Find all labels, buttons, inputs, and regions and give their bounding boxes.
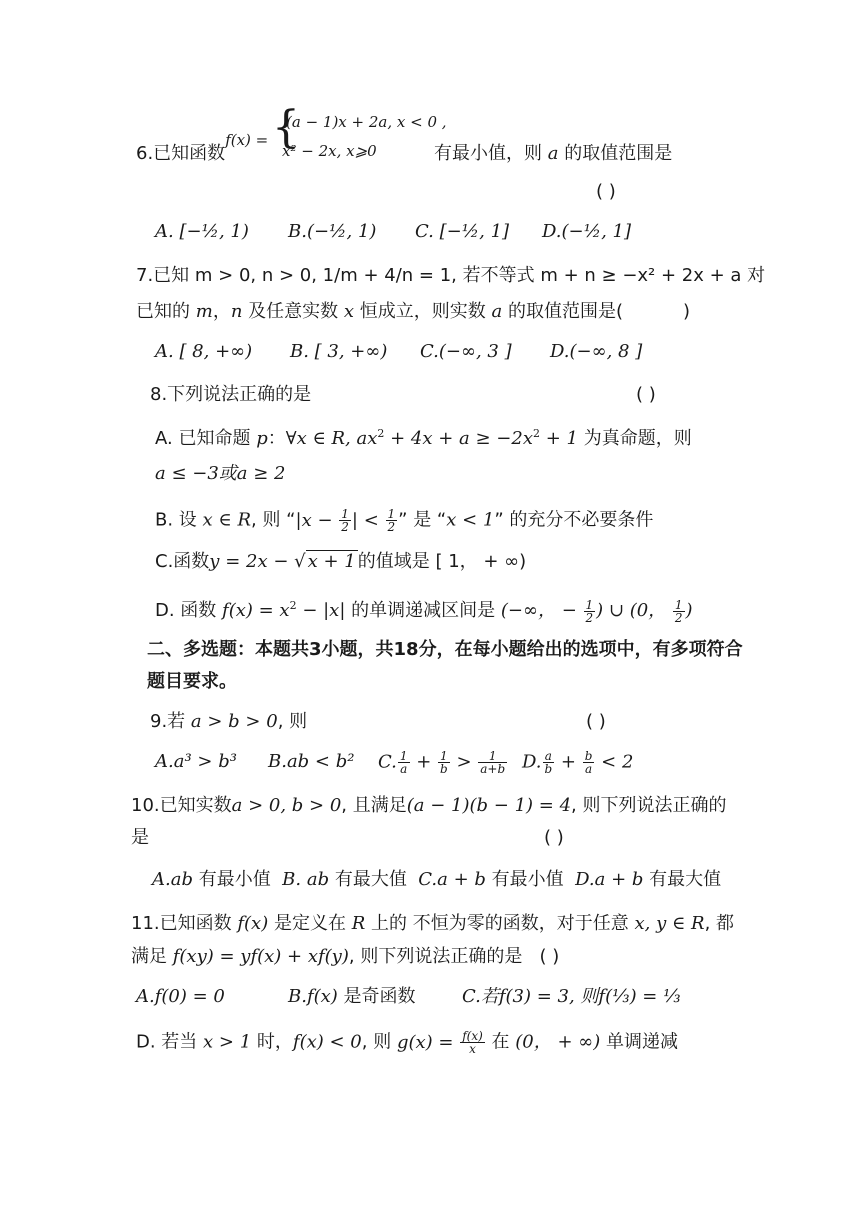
q10-option-a: 有最小值	[198, 869, 271, 890]
q11-mid2: 上的 不恒为零的函数，对于任意	[371, 913, 629, 934]
q9-stem-tail: , 则	[277, 711, 308, 732]
q6-func: f(x) =	[225, 131, 269, 149]
q11-option-d: D. 若当 x > 1 时，f(x) < 0, 则 g(x) = $\frac{f(x)}{x}$ 在 (0， + ∞) 单调递减	[136, 1029, 679, 1056]
q6-stem	[136, 131, 269, 166]
q8-c-tail: 的值域是 [ 1， + ∞)	[357, 551, 527, 572]
q9-paren: ( )	[586, 711, 606, 732]
q10-option-d: 有最大值	[649, 869, 722, 890]
q11-stem-cont: 满足 f(xy) = yf(x) + xf(y), 则下列说法正确的是 ( )	[131, 946, 560, 967]
q9-stem-pre: 9.若	[150, 711, 186, 732]
q10-paren: ( )	[544, 827, 564, 848]
q6-piece2: x² − 2x, x⩾0	[282, 142, 377, 160]
q7-l2-a: 已知的	[136, 301, 190, 322]
q8-b-mid2: ” 是 “	[398, 509, 447, 531]
q8-d-pre: D. 函数	[155, 600, 217, 621]
q6-piece1: (a − 1)x + 2a, x < 0 ,	[286, 113, 447, 131]
q9-d-label: D.	[522, 751, 542, 773]
q11-d-pre: D. 若当	[136, 1031, 198, 1053]
q11-d-tail: 单调递减	[606, 1031, 679, 1053]
q9-option-b: B.ab < b²	[268, 751, 355, 772]
q7-l2-c: 恒成立，则实数	[359, 301, 486, 322]
q10-option-b: 有最大值	[334, 869, 407, 890]
q8-option-d: D. 函数 $f(x) = x^2 - |x|$ 的单调递减区间是 (−∞， − $\frac{1}{2}$ ) ∪ (0， $\frac{1}{2}$ )	[155, 597, 693, 625]
q8-d-mid: 的单调递减区间是	[351, 600, 496, 621]
q11-l2-pre: 满足	[131, 946, 167, 967]
q6-brace: {	[272, 102, 300, 153]
q11-mid1: 是定义在	[273, 913, 346, 934]
q8-b-pre: B. 设	[155, 509, 197, 531]
q6-option-a: A. [−½, 1)	[155, 221, 249, 242]
q10-pre: 10.已知实数	[131, 795, 232, 816]
q7-option-b: B. [ 3, +∞)	[290, 341, 388, 362]
q10-option-c: 有最小值	[491, 869, 564, 890]
q6-option-d: D.(−½, 1]	[542, 221, 631, 242]
q10-stem: 10.已知实数a > 0, b > 0, 且满足(a − 1)(b − 1) = 4, 则下列说法正确的	[131, 795, 727, 816]
q7-line1: 7.已知 m > 0, n > 0, 1/m + 4/n = 1, 若不等式 m + n ≥ −x² + 2x + a 对	[136, 265, 766, 286]
q8-b-mid: , 则 “	[251, 509, 296, 531]
q8-stem: 8.下列说法正确的是	[150, 384, 312, 405]
q8-c-pre: C.函数	[155, 551, 210, 572]
q8-a-pre: A. 已知命题	[155, 428, 251, 449]
q11-option-c: C.若f(3) = 3, 则f(⅓) = ⅓	[462, 986, 681, 1007]
q8-option-a: A. 已知命题 p：∀x ∈ R, $ax^2 + 4x + a \ge -2x^2 + 1$ 为真命题，则	[155, 427, 692, 449]
q10-options: A.ab 有最小值 B. ab 有最大值 C.a + b 有最小值 D.a + b 有最大值	[152, 869, 722, 890]
q6-tail-text: 有最小值，则	[434, 143, 542, 164]
q11-tail: , 都	[704, 913, 735, 934]
q8-option-a-cont: a ≤ −3或a ≥ 2	[155, 463, 286, 484]
q7-line2: 已知的 m，n 及任意实数 x 恒成立，则实数 a 的取值范围是( )	[136, 301, 691, 322]
q7-option-c: C.(−∞, 3 ]	[420, 341, 512, 362]
q10-tail: , 则下列说法正确的	[571, 795, 727, 816]
q9-c-label: C.	[378, 751, 397, 773]
q8-option-b: B. 设 x ∈ R, 则 “|x − $\frac{1}{2}$ | < $\frac{1}{2}$ ” 是 “x < 1” 的充分不必要条件	[155, 507, 654, 534]
q11-l2-tail: , 则下列说法正确的是	[348, 946, 523, 967]
q10-stem-cont: 是	[131, 827, 149, 848]
q7-l2-e: )	[683, 301, 691, 322]
q7-l2-b: 及任意实数	[248, 301, 339, 322]
q11-pre: 11.已知函数	[131, 913, 232, 934]
q6-paren: ( )	[596, 181, 616, 202]
section2-heading-cont: 题目要求。	[147, 671, 237, 692]
q7-option-d: D.(−∞, 8 ]	[550, 341, 643, 362]
q9-option-c: C. $\frac{1}{a}$ + $\frac{1}{b}$ > $\frac{1}{a+b}$	[378, 749, 506, 776]
q11-d-mid: 时，	[256, 1031, 293, 1053]
q9-option-d: D. $\frac{a}{b}$ + $\frac{b}{a}$ < 2	[522, 749, 634, 776]
q6-option-b: B.(−½, 1)	[288, 221, 377, 242]
q11-option-a: A.f(0) = 0	[136, 986, 225, 1007]
q6-tail-var: a	[547, 143, 559, 164]
q11-d-mid2: , 则	[361, 1031, 392, 1053]
q9-stem: 9.若 a > b > 0, 则	[150, 711, 308, 732]
q6-tail	[434, 142, 672, 166]
q9-option-a: A.a³ > b³	[155, 751, 237, 772]
q11-option-b	[288, 985, 416, 1009]
q10-mid: , 且满足	[341, 795, 407, 816]
q11-paren: ( )	[539, 946, 560, 967]
q8-b-tail: ” 的充分不必要条件	[494, 509, 654, 531]
q11-b-pre: B.f(x)	[288, 986, 338, 1007]
q6-prefix: 6.已知函数	[136, 143, 226, 164]
q11-stem: 11.已知函数 f(x) 是定义在 R 上的 不恒为零的函数，对于任意 x, y ∈ R, 都	[131, 913, 735, 934]
section2-heading: 二、多选题：本题共3小题，共18分，在每小题给出的选项中，有多项符合	[147, 639, 743, 660]
q8-paren: ( )	[636, 384, 656, 405]
q6-option-c: C. [−½, 1]	[415, 221, 510, 242]
q7-l2-d: 的取值范围是(	[507, 301, 623, 322]
q8-a-tail: 为真命题，则	[583, 428, 692, 449]
q7-option-a: A. [ 8, +∞)	[155, 341, 253, 362]
q6-tail-end: 的取值范围是	[564, 143, 673, 164]
q11-d-mid3: 在	[491, 1031, 510, 1053]
q11-b-tail: 是奇函数	[343, 986, 416, 1007]
q8-option-c: C.函数y = 2x − √ x + 1 的值域是 [ 1， + ∞)	[155, 551, 527, 572]
